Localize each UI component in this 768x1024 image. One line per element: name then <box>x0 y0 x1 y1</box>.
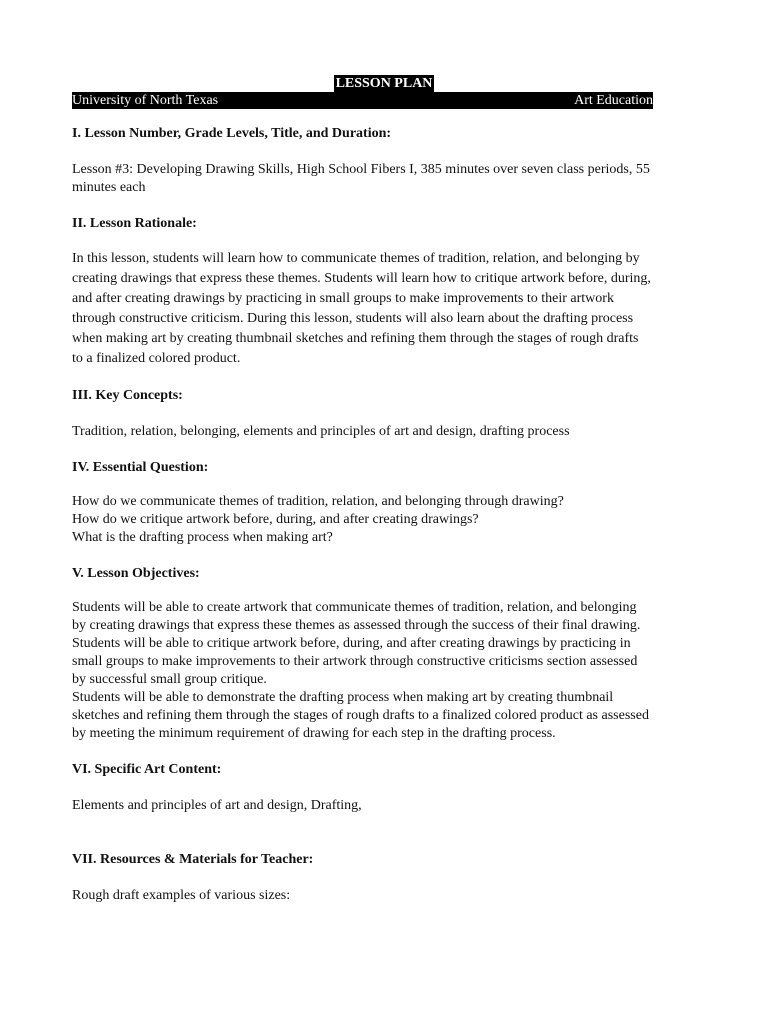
section-heading-key-concepts: III. Key Concepts: <box>72 388 183 403</box>
header-bar <box>72 92 653 109</box>
section-body-resources <box>72 887 696 905</box>
text-line: creating drawings that express these themes. Students will learn how to critique artwork before, during, <box>72 271 651 286</box>
text-line: Elements and principles of art and design, Drafting, <box>72 798 362 813</box>
document-page <box>72 74 696 905</box>
text-line: How do we critique artwork before, during, and after creating drawings? <box>72 512 479 527</box>
text-line: Rough draft examples of various sizes: <box>72 888 291 903</box>
text-line: by creating drawings that express these themes as assessed through the success of their final drawing. <box>72 618 641 633</box>
section-heading-lesson-number: I. Lesson Number, Grade Levels, Title, and Duration: <box>72 126 392 141</box>
text-line: Tradition, relation, belonging, elements and principles of art and design, drafting process <box>72 424 570 439</box>
text-line: when making art by creating thumbnail sketches and refining them through the stages of rough drafts <box>72 331 639 346</box>
section-heading-rationale: II. Lesson Rationale: <box>72 216 197 231</box>
section-body-lesson-number <box>72 161 696 197</box>
section-heading-objectives: V. Lesson Objectives: <box>72 566 200 581</box>
text-line: What is the drafting process when making art? <box>72 530 333 545</box>
text-line: Lesson #3: Developing Drawing Skills, High School Fibers I, 385 minutes over seven class periods, 55 <box>72 162 650 177</box>
text-line: sketches and refining them through the stages of rough drafts to a finalized colored product as assessed <box>72 708 649 723</box>
text-line: minutes each <box>72 180 146 195</box>
section-body-rationale <box>72 249 696 369</box>
text-line: through constructive criticism. During this lesson, students will also learn about the drafting process <box>72 311 634 326</box>
department-name: Art Education <box>574 93 653 108</box>
section-body-essential-question <box>72 493 696 547</box>
section-body-objectives <box>72 599 696 743</box>
university-name: University of North Texas <box>72 93 219 108</box>
title-row <box>72 74 696 92</box>
text-line: Students will be able to demonstrate the drafting process when making art by creating thumbnail <box>72 690 614 705</box>
text-line: In this lesson, students will learn how to communicate themes of tradition, relation, and belonging by <box>72 251 640 266</box>
section-body-key-concepts <box>72 423 696 441</box>
section-heading-resources: VII. Resources & Materials for Teacher: <box>72 852 314 867</box>
text-line: and after creating drawings by practicing in small groups to make improvements to their artwork <box>72 291 614 306</box>
text-line: by meeting the minimum requirement of drawing for each step in the drafting process. <box>72 726 556 741</box>
text-line: Students will be able to create artwork that communicate themes of tradition, relation, and belonging <box>72 600 637 615</box>
text-line: by successful small group critique. <box>72 672 267 687</box>
text-line: How do we communicate themes of tradition, relation, and belonging through drawing? <box>72 494 564 509</box>
text-line: small groups to make improvements to their artwork through constructive criticisms section assessed <box>72 654 638 669</box>
document-title: LESSON PLAN <box>335 76 433 91</box>
section-body-art-content <box>72 797 696 815</box>
text-line: Students will be able to critique artwork before, during, and after creating drawings by practicing in <box>72 636 631 651</box>
text-line: to a finalized colored product. <box>72 351 241 366</box>
section-heading-art-content: VI. Specific Art Content: <box>72 762 222 777</box>
section-heading-essential-question: IV. Essential Question: <box>72 460 209 475</box>
